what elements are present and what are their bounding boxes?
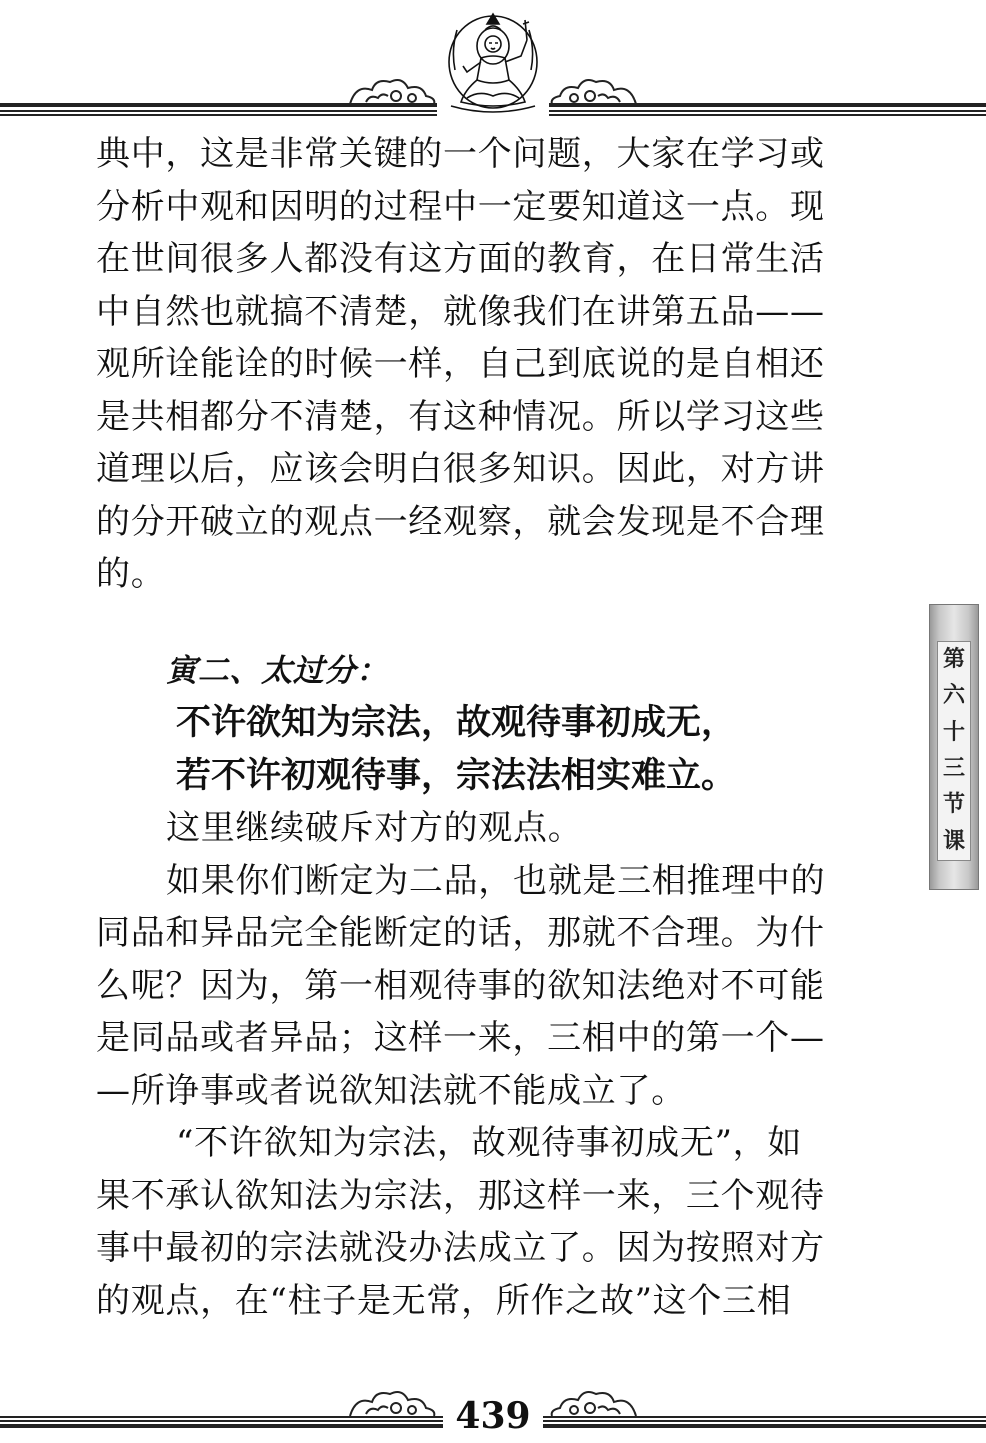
text-line: 的观点，在“柱子是无常，所作之故”这个三相 (96, 1280, 792, 1321)
text-line: 分析中观和因明的过程中一定要知道这一点。现 (96, 186, 825, 227)
text-line: 如果你们断定为二品，也就是三相推理中的 (166, 860, 826, 901)
text-line: 典中，这是非常关键的一个问题，大家在学习或 (96, 134, 825, 174)
text-line: 是同品或者异品；这样一来，三相中的第一个— (96, 1018, 825, 1058)
text-line: 的分开破立的观点一经观察，就会发现是不合理 (96, 501, 825, 542)
text-line: —所诤事或者说欲知法就不能成立了。 (96, 1070, 686, 1111)
side-tab-char: 十 (942, 719, 965, 745)
text-line: 的。 (96, 554, 166, 594)
side-tab-char: 课 (942, 828, 965, 854)
side-tab-label (937, 641, 971, 861)
text-line: 么呢？因为，第一相观待事的欲知法绝对不可能 (96, 965, 825, 1006)
deity-figure-icon (437, 10, 549, 116)
verse-line: 不许欲知为宗法，故观待事初成无， (176, 703, 737, 743)
text-line: 观所诠能诠的时候一样，自己到底说的是自相还 (96, 344, 825, 384)
text-line: 中自然也就搞不清楚，就像我们在讲第五品—— (96, 291, 825, 332)
text-line: 事中最初的宗法就没办法成立了。因为按照对方 (96, 1228, 825, 1268)
side-tab-char: 节 (942, 792, 965, 818)
text-line: 果不承认欲知法为宗法，那这样一来，三个观待 (96, 1175, 825, 1216)
side-tab-char: 第 (942, 647, 965, 673)
section-heading: 寅二、太过分： (166, 652, 388, 689)
verse-line: 若不许初观待事，宗法法相实难立。 (176, 755, 737, 796)
text-line: “不许欲知为宗法，故观待事初成无”，如 (176, 1123, 803, 1163)
side-tab-char: 六 (942, 683, 965, 709)
text-line: 在世间很多人都没有这方面的教育，在日常生活 (96, 239, 825, 279)
text-line: 是共相都分不清楚，有这种情况。所以学习这些 (96, 396, 825, 437)
text-line: 道理以后，应该会明白很多知识。因此，对方讲 (96, 449, 825, 489)
cloud-ornament-icon (346, 1386, 438, 1422)
text-line: 这里继续破斥对方的观点。 (166, 808, 583, 848)
commentary-paragraph (96, 802, 896, 1327)
page-header (0, 0, 986, 125)
text-line: 同品和异品完全能断定的话，那就不合理。为什 (96, 913, 825, 953)
verse-block (96, 697, 896, 802)
page-number: 439 (443, 1396, 543, 1436)
cloud-ornament-icon (346, 74, 438, 110)
body-paragraph (96, 128, 896, 601)
lesson-side-tab (929, 604, 979, 890)
page-footer (0, 1380, 986, 1443)
cloud-ornament-icon (548, 1386, 640, 1422)
page-body (96, 128, 896, 1327)
cloud-ornament-icon (548, 74, 640, 110)
side-tab-char: 三 (942, 756, 965, 782)
